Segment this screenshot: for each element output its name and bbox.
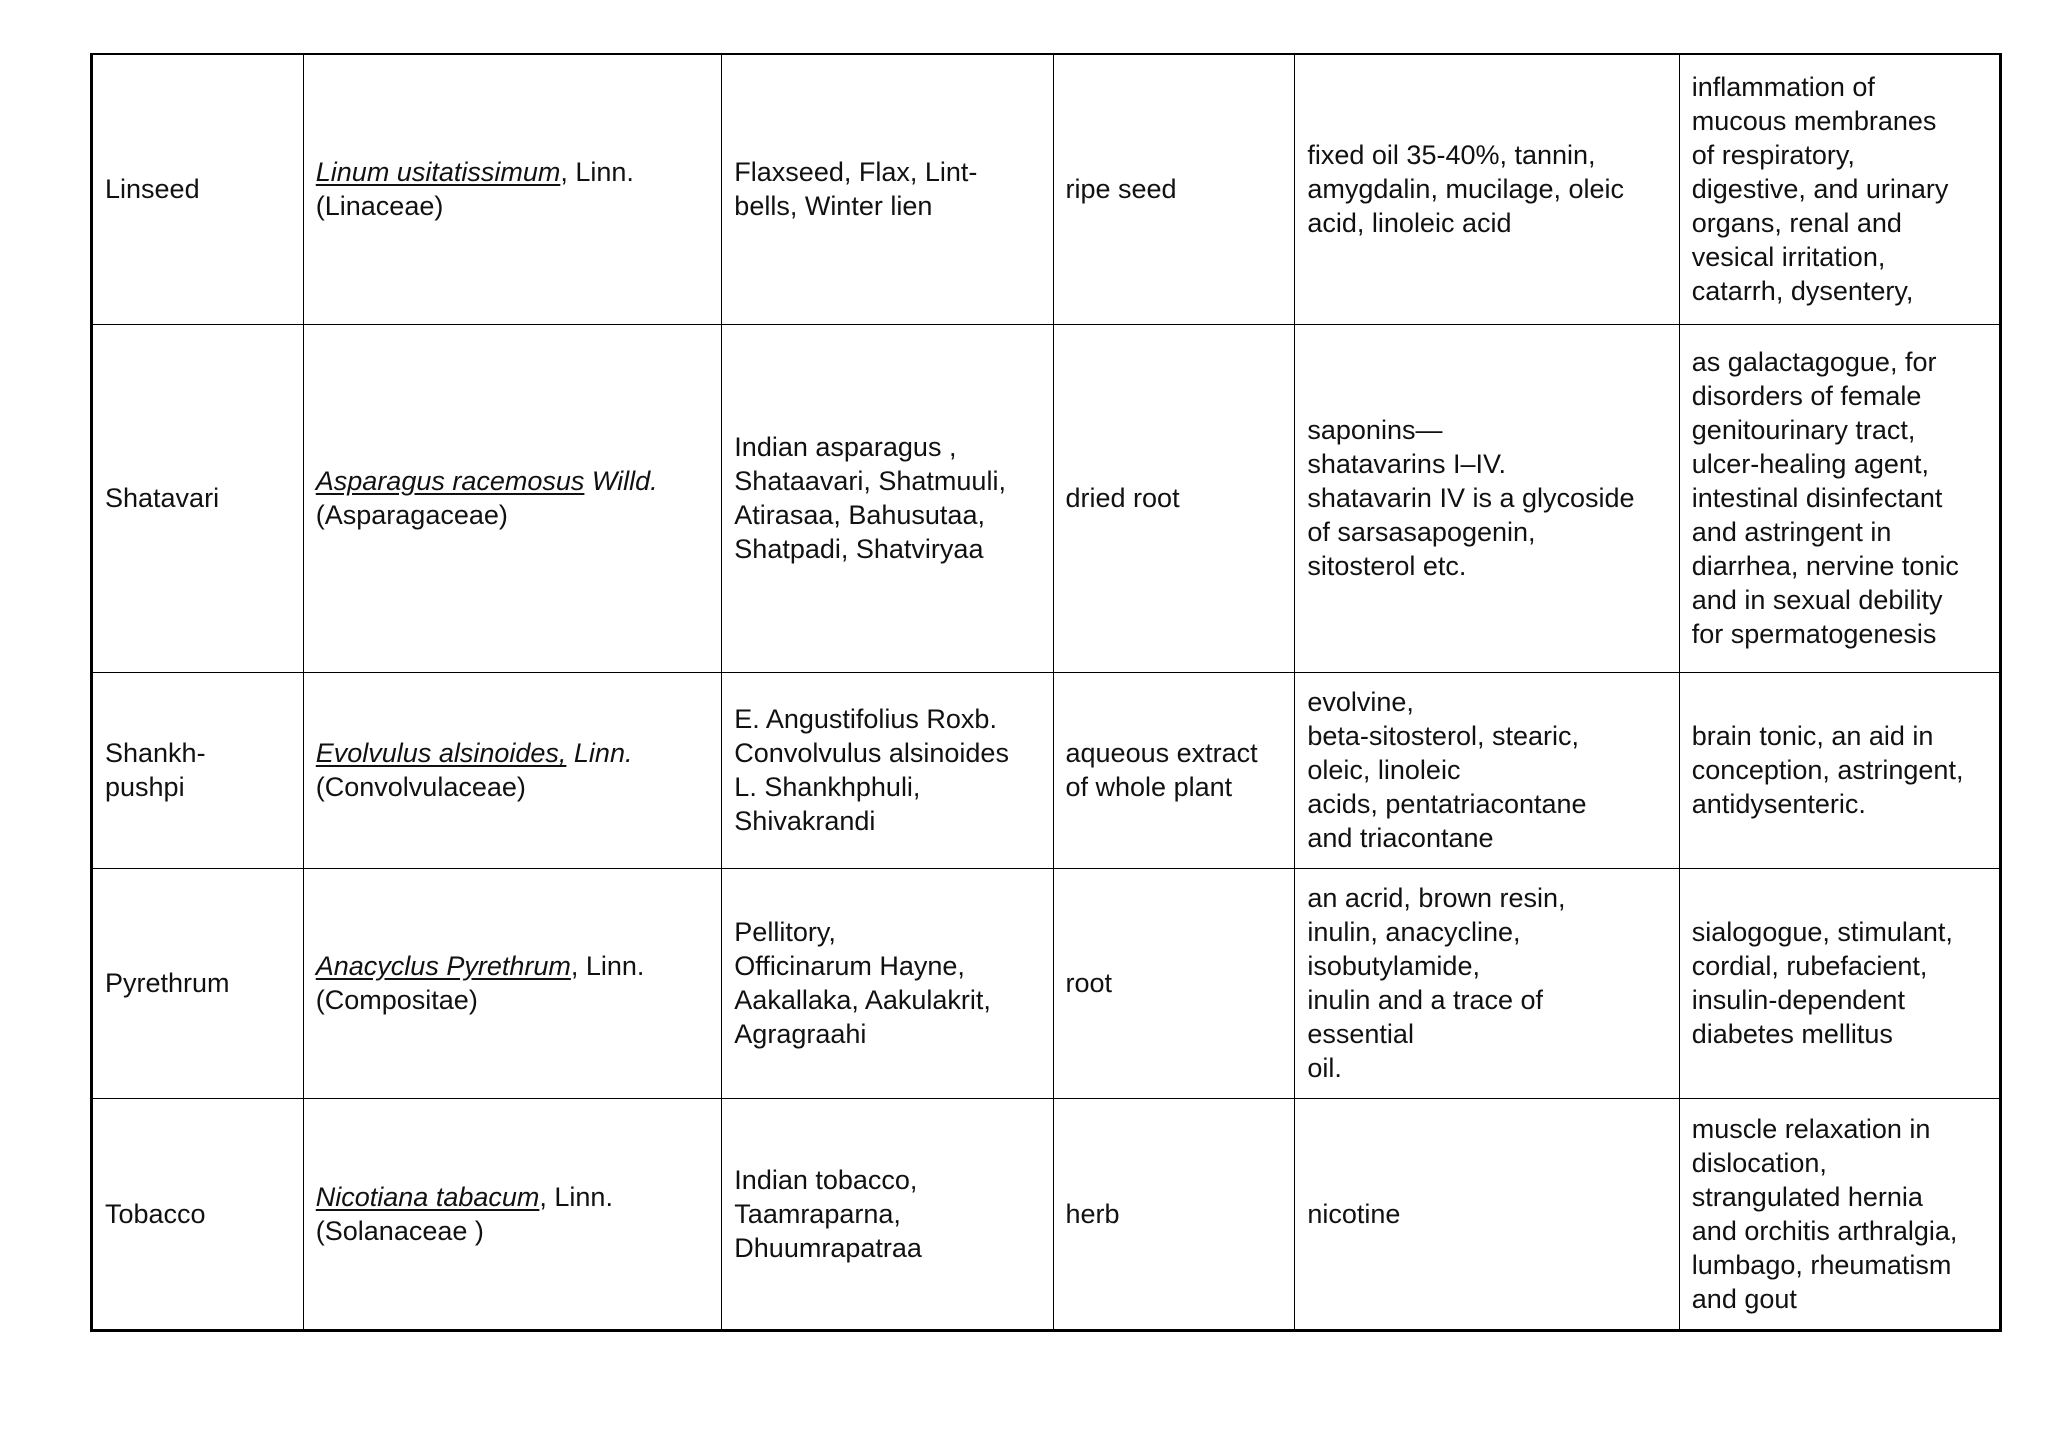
herb-name: Linseed [105,174,200,205]
species-name: Evolvulus alsinoides, [315,738,567,768]
synonyms: Indian asparagus , Shataavari, Shatmuuli, Atirasaa, Bahusutaa, Shatpadi, Shatviryaa [734,432,1006,564]
species-authority: Linn. [566,738,633,768]
herb-name: Shankh- pushpi [105,738,206,802]
constituents-cell [1295,324,1679,672]
uses-cell [1679,1098,2000,1330]
constituents: an acrid, brown resin, inulin, anacycline, isobutylamide, inulin and a trace of essential oil. [1307,883,1566,1083]
constituents: fixed oil 35-40%, tannin, amygdalin, mucilage, oleic acid, linoleic acid [1307,140,1625,239]
part-used-cell [1053,672,1295,868]
part-used: herb [1065,1198,1120,1229]
synonyms: Indian tobacco, Taamraparna, Dhuumrapatraa [734,1164,922,1263]
plant-family: (Linaceae) [315,191,444,222]
botanical-name-cell [303,672,722,868]
herb-table [90,53,2002,1332]
herb-name-cell [92,54,304,324]
part-used: ripe seed [1065,174,1177,205]
synonyms-cell [722,868,1053,1098]
uses-cell [1679,868,2000,1098]
synonyms: Flaxseed, Flax, Lint- bells, Winter lien [734,157,978,222]
plant-family: (Convolvulaceae) [315,772,526,802]
constituents-cell [1295,1098,1679,1330]
constituents-cell [1295,54,1679,324]
constituents: nicotine [1307,1198,1401,1229]
species-name: Nicotiana tabacum [315,1181,540,1212]
botanical-name-cell [303,324,722,672]
uses: sialogogue, stimulant, cordial, rubefacient, insulin-dependent diabetes mellitus [1691,917,1953,1049]
herb-name: Shatavari [105,483,220,513]
botanical-name-cell [303,868,722,1098]
part-used: root [1065,968,1113,998]
plant-family: (Solanaceae ) [315,1215,484,1246]
part-used-cell [1053,1098,1295,1330]
uses: muscle relaxation in dislocation, strangulated hernia and orchitis arthralgia, lumbago, rheumatism and gout [1691,1113,1958,1314]
plant-family: (Compositae) [315,985,478,1015]
herb-name-cell [92,324,304,672]
herb-name: Tobacco [105,1198,206,1229]
botanical-name-cell [303,1098,722,1330]
species-name: Asparagus racemosus [315,466,585,496]
synonyms: E. Angustifolius Roxb. Convolvulus alsinoides L. Shankhphuli, Shivakrandi [734,704,1009,836]
synonyms-cell [722,672,1053,868]
herb-name-cell [92,1098,304,1330]
herb-name: Pyrethrum [105,968,230,998]
table-row [92,54,2001,324]
table-row [92,672,2001,868]
synonyms-cell [722,324,1053,672]
uses: inflammation of mucous membranes of respiratory, digestive, and urinary organs, renal and vesical irritation, catarrh, dysentery, [1691,72,1949,307]
species-name: Anacyclus Pyrethrum [315,951,571,981]
uses-cell [1679,672,2000,868]
constituents: evolvine, beta-sitosterol, stearic, oleic, linoleic acids, pentatriacontane and triacontane [1307,687,1587,853]
uses: brain tonic, an aid in conception, astringent, antidysenteric. [1691,721,1964,819]
species-authority: , Linn. [570,951,645,981]
part-used-cell [1053,324,1295,672]
uses-cell [1679,54,2000,324]
table-row [92,1098,2001,1330]
constituents-cell [1295,868,1679,1098]
herb-name-cell [92,868,304,1098]
part-used-cell [1053,54,1295,324]
constituents: saponins— shatavarins I–IV. shatavarin IV is a glycoside of sarsasapogenin, sitosterol etc. [1307,415,1635,581]
part-used-cell [1053,868,1295,1098]
botanical-name-cell [303,54,722,324]
uses: as galactagogue, for disorders of female genitourinary tract, ulcer-healing agent, intestinal disinfectant and astringent in diarrhea, nervine tonic and in sexual debility for spermatogenesis [1691,347,1959,649]
uses-cell [1679,324,2000,672]
synonyms-cell [722,54,1053,324]
constituents-cell [1295,672,1679,868]
table-row [92,324,2001,672]
species-authority: Willd. [584,466,658,496]
species-authority: , Linn. [539,1181,613,1212]
synonyms: Pellitory, Officinarum Hayne, Aakallaka, Aakulakrit, Agragraahi [734,917,991,1049]
herb-name-cell [92,672,304,868]
plant-family: (Asparagaceae) [315,500,508,530]
species-authority: , Linn. [560,157,634,188]
synonyms-cell [722,1098,1053,1330]
part-used: dried root [1065,483,1180,513]
species-name: Linum usitatissimum [315,157,561,188]
part-used: aqueous extract of whole plant [1065,738,1258,802]
table-row [92,868,2001,1098]
